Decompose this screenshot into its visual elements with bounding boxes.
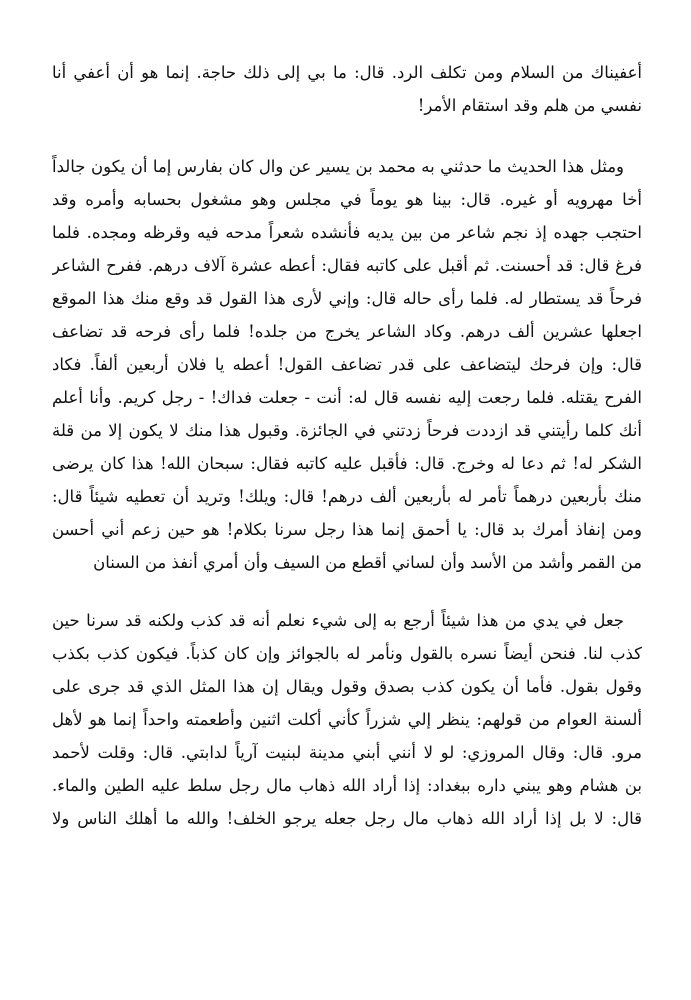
text-line: اجعلها عشرين ألف درهم. وكاد الشاعر يخرج من جلده! فلما رأى فرحه قد تضاعف	[52, 322, 642, 341]
text-line: ألسنة العوام من قولهم: ينظر إلي شزراً كأني أكلت اثنين وأطعمته واحداً إنما هو لأهل	[52, 710, 642, 729]
text-line: الفرح يقتله. فلما رجعت إليه نفسه قال له: أنت - جعلت فداك! - رجل كريم. وأنا أعلم	[52, 388, 642, 407]
text-line: ومثل هذا الحديث ما حدثني به محمد بن يسير عن وال كان بفارس إما أن يكون جالداً	[52, 157, 624, 176]
text-line: الشكر له! ثم دعا له وخرج. قال: فأقبل عليه كاتبه فقال: سبحان الله! هذا كان يرضى	[52, 454, 642, 473]
text-line: قال: لا بل إذا أراد الله ذهاب مال رجل جعله يرجو الخلف! والله ما أهلك الناس ولا	[52, 809, 642, 828]
text-line: من القمر وأشد من الأسد وأن لساني أقطع من السيف وأن أمري أنفذ من السنان	[93, 553, 642, 572]
text-line: وقول بقول. فأما أن يكون كذب بصدق وقول ويقال إن هذا المثل الذي قد جرى على	[52, 677, 642, 696]
paragraph-1	[52, 56, 642, 122]
text-line: فرحاً قد يستطار له. فلما رأى حاله قال: وإني لأرى هذا القول قد وقع منك هذا الموقع	[52, 289, 642, 308]
text-line: ومن إنفاذ أمرك بد قال: يا أحمق إنما هذا رجل سرنا بكلام! هو حين زعم أني أحسن	[52, 520, 642, 539]
text-line: فرغ قال: قد أحسنت. ثم أقبل على كاتبه فقال: أعطه عشرة آلاف درهم. ففرح الشاعر	[52, 256, 642, 275]
text-line: أعفيناك من السلام ومن تكلف الرد. قال: ما بي إلى ذلك حاجة. إنما هو أن أعفي أنا	[52, 63, 642, 82]
paragraph-3	[52, 604, 642, 835]
text-line: أخا مهرويه أو غيره. قال: بينا هو يوماً في مجلس وهو مشغول بحسابه وأمره وقد	[52, 190, 642, 209]
text-line: أنك كلما رأيتني قد ازددت فرحاً زدتني في الجائزة. وقبول هذا منك لا يكون إلا من قلة	[52, 421, 642, 440]
text-line: احتجب جهده إذ نجم شاعر من بين يديه فأنشده شعراً مدحه فيه وقرظه ومجده. فلما	[52, 223, 642, 242]
text-line: بن هشام وهو يبني داره ببغداد: إذا أراد الله ذهاب مال رجل سلط عليه الطين والماء.	[52, 776, 642, 795]
text-line: مرو. قال: وقال المروزي: لو لا أنني أبني مدينة لبنيت آرياً لدابتي. قال: وقلت لأحمد	[52, 743, 642, 762]
text-line: قال: وإن فرحك ليتضاعف على قدر تضاعف القول! أعطه يا فلان أربعين ألفاً. فكاد	[52, 355, 642, 374]
text-line: نفسي من هلم وقد استقام الأمر!	[417, 96, 642, 115]
paragraph-gap	[52, 579, 642, 604]
text-line: جعل في يدي من هذا شيئاً أرجع به إلى شيء نعلم أنه قد كذب ولكنه قد سرنا حين	[52, 611, 624, 630]
text-line: كذب لنا. فنحن أيضاً نسره بالقول ونأمر له بالجوائز وإن كان كذباً. فيكون كذب بكذب	[52, 644, 642, 663]
paragraph-gap	[52, 122, 642, 150]
text-line: منك بأربعين درهماً تأمر له بأربعين ألف درهم! قال: ويلك! وتريد أن تعطيه شيئاً قال:	[52, 487, 642, 506]
document-page	[52, 56, 642, 835]
paragraph-2	[52, 150, 642, 579]
